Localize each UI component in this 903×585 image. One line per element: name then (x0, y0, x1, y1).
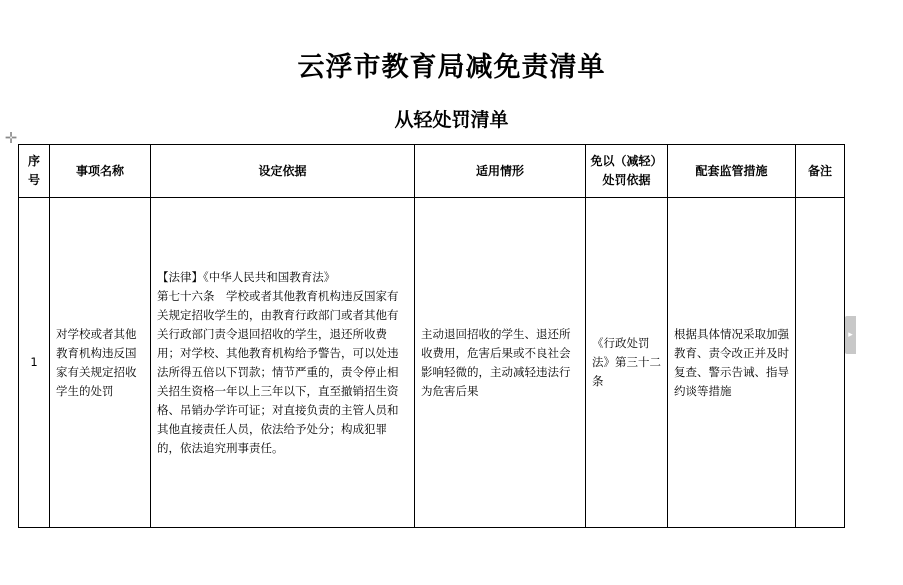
cell-item: 对学校或者其他教育机构违反国家有关规定招收学生的处罚 (50, 198, 151, 528)
header-seq: 序号 (19, 145, 50, 198)
cell-measures: 根据具体情况采取加强教育、责令改正并及时复查、警示告诫、指导约谈等措施 (668, 198, 796, 528)
cell-situation: 主动退回招收的学生、退还所收费用，危害后果或不良社会影响轻微的，主动减轻违法行为危害后果 (415, 198, 586, 528)
basis-law-text: 第七十六条 学校或者其他教育机构违反国家有关规定招收学生的，由教育行政部门或者其他有关行政部门责令退回招收的学生，退还所收费用；对学校、其他教育机构给予警告，可以处违法所得五倍以下罚款；情节严重的，责令停止相关招生资格一年以上三年以下，直至撤销招生资格、吊销办学许可证；对直接负责的主管人员和其他直接责任人员，依法给予处分；构成犯罪的，依法追究刑事责任。 (157, 288, 399, 455)
header-item: 事项名称 (50, 145, 151, 198)
cell-exempt: 《行政处罚法》第三十二条 (586, 198, 668, 528)
move-cross-icon[interactable]: ✛ (4, 129, 18, 147)
header-basis: 设定依据 (151, 145, 415, 198)
reduced-penalty-table (18, 144, 845, 528)
document-title: 云浮市教育局减免责清单 (297, 52, 606, 83)
table-row (19, 198, 845, 528)
header-situation: 适用情形 (415, 145, 586, 198)
table-header-row (19, 145, 845, 198)
document-subtitle: 从轻处罚清单 (394, 109, 509, 131)
header-remarks: 备注 (796, 145, 845, 198)
collapse-arrow-icon[interactable]: ▸ (845, 316, 856, 354)
cell-seq: 1 (19, 198, 50, 528)
basis-law-title: 【法律】《中华人民共和国教育法》 (157, 269, 336, 284)
header-measures: 配套监管措施 (668, 145, 796, 198)
header-exempt: 免以（减轻）处罚依据 (586, 145, 668, 198)
cell-remarks (796, 198, 845, 528)
cell-basis (151, 198, 415, 528)
